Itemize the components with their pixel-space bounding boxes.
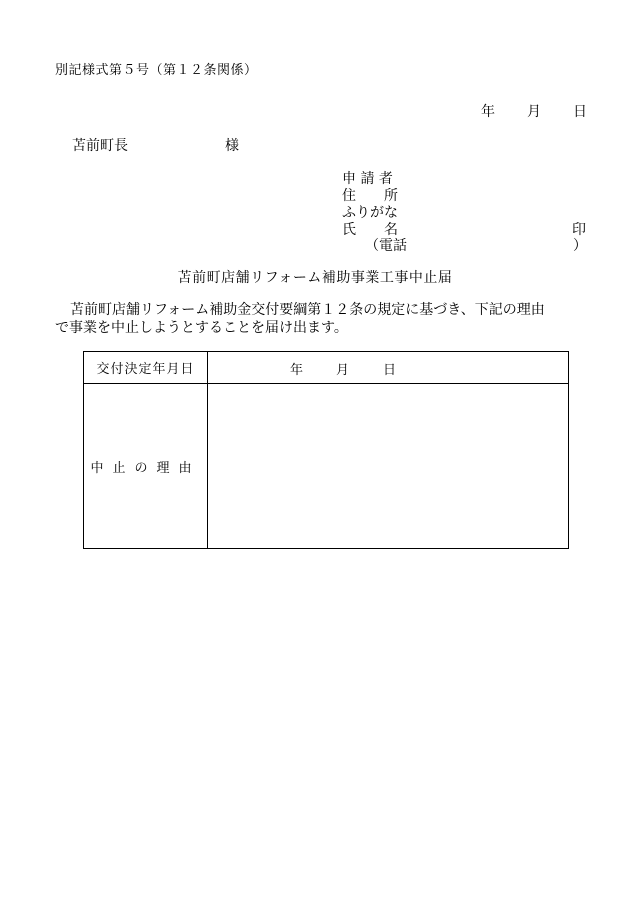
applicant-heading: 申 請 者 bbox=[342, 171, 393, 187]
body-line-2: で事業を中止しようとすることを届け出ます。 bbox=[55, 320, 348, 336]
form-table bbox=[83, 351, 569, 549]
applicant-furigana-label: ふりがな bbox=[342, 205, 398, 221]
form-number: 別記様式第５号（第１２条関係） bbox=[55, 63, 258, 78]
addressee-name: 苫前町長 bbox=[72, 138, 128, 154]
decision-date-day: 日 bbox=[383, 362, 397, 378]
table-row bbox=[84, 384, 569, 549]
document-title: 苫前町店舗リフォーム補助事業工事中止届 bbox=[177, 270, 453, 286]
applicant-name-label: 氏 名 bbox=[342, 222, 398, 238]
header-date-day: 日 bbox=[573, 104, 587, 120]
body-line-1: 苫前町店舗リフォーム補助金交付要綱第１２条の規定に基づき、下記の理由 bbox=[70, 302, 545, 318]
phone-close-paren: ） bbox=[573, 238, 587, 254]
table-row bbox=[84, 352, 569, 384]
seal-mark: 印 bbox=[572, 222, 586, 238]
applicant-address-label: 住 所 bbox=[342, 188, 398, 204]
body-paragraph bbox=[55, 301, 607, 337]
addressee-honorific: 様 bbox=[225, 138, 239, 154]
cancel-reason-label: 中止の理由 bbox=[84, 384, 208, 549]
header-date-year: 年 bbox=[481, 104, 495, 120]
cancel-reason-value[interactable] bbox=[208, 384, 569, 549]
header-date-month: 月 bbox=[527, 104, 541, 120]
decision-date-label: 交付決定年月日 bbox=[84, 352, 208, 384]
decision-date-month: 月 bbox=[336, 362, 350, 378]
decision-date-value[interactable] bbox=[208, 352, 569, 384]
phone-label: （電話 bbox=[365, 238, 407, 254]
decision-date-year: 年 bbox=[290, 362, 304, 378]
